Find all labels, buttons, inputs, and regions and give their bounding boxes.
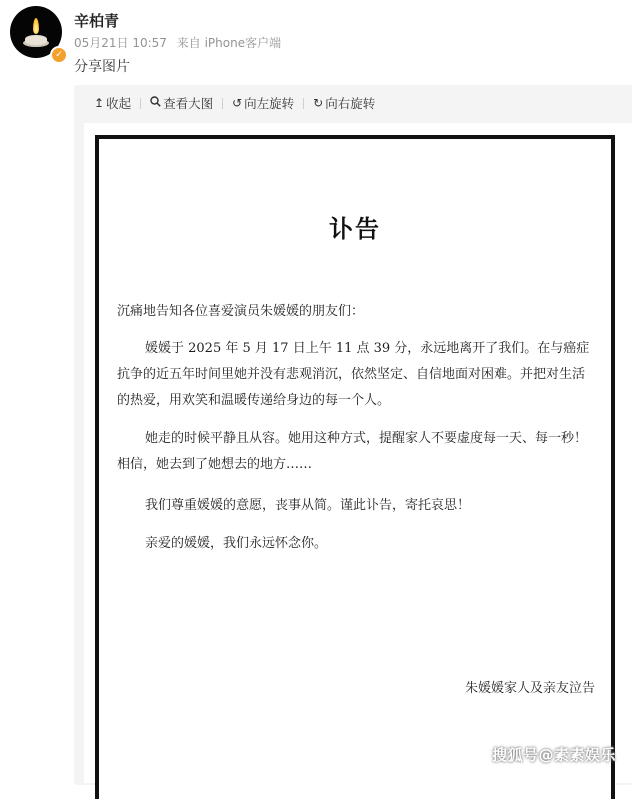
image-card	[74, 85, 632, 785]
verified-badge-icon: ✓	[50, 46, 68, 64]
post-date[interactable]: 05月21日 10:57	[74, 36, 167, 50]
flame-icon	[33, 18, 39, 34]
collapse-label: 收起	[106, 96, 132, 111]
post-text: 分享图片	[74, 59, 130, 75]
view-large-label: 查看大图	[163, 96, 214, 111]
rotate-right-icon: ↻	[313, 96, 324, 110]
notice-greeting: 沉痛地告知各位喜爱演员朱媛媛的朋友们：	[117, 304, 365, 319]
toolbar-divider	[303, 98, 304, 109]
username[interactable]: 辛柏青	[74, 12, 120, 30]
notice-signature: 朱媛媛家人及亲友泣告	[464, 681, 595, 696]
notice-paragraph: 媛媛于 2025 年 5 月 17 日上午 11 点 39 分，永远地离开了我们。在与癌症抗争的近五年时间里她并没有悲观消沉，依然坚定、自信地面对困难。并把对生活的热爱，用欢笑和温暖传递给身边的每一个人。	[117, 341, 590, 408]
post-meta	[74, 34, 287, 51]
image-toolbar	[94, 93, 375, 113]
toolbar-divider	[222, 98, 223, 109]
watermark: 搜狐号@素素娱乐	[492, 746, 617, 764]
rotate-right-button[interactable]	[313, 94, 375, 112]
candle-icon	[25, 35, 47, 45]
post-source: 来自 iPhone客户端	[176, 36, 282, 50]
arrow-up-icon: ↥	[94, 96, 105, 110]
search-icon	[150, 96, 161, 110]
obituary-notice	[95, 135, 615, 799]
notice-title: 讣告	[329, 214, 381, 243]
toolbar-divider	[140, 98, 141, 109]
rotate-left-label: 向左旋转	[244, 96, 295, 111]
notice-paragraph: 我们尊重媛媛的意愿，丧事从简。谨此讣告，寄托哀思！	[145, 498, 471, 513]
avatar[interactable]	[10, 6, 62, 58]
notice-paragraph: 亲爱的媛媛，我们永远怀念你。	[145, 536, 328, 551]
collapse-button[interactable]	[94, 94, 131, 112]
notice-paragraph: 她走的时候平静且从容。她用这种方式，提醒家人不要虚度每一天、每一秒！相信，她去到了她想去的地方……	[117, 431, 588, 472]
view-large-button[interactable]	[150, 94, 213, 112]
rotate-right-label: 向右旋转	[325, 96, 376, 111]
shared-image[interactable]	[84, 123, 632, 783]
rotate-left-icon: ↺	[232, 96, 243, 110]
rotate-left-button[interactable]	[232, 94, 294, 112]
